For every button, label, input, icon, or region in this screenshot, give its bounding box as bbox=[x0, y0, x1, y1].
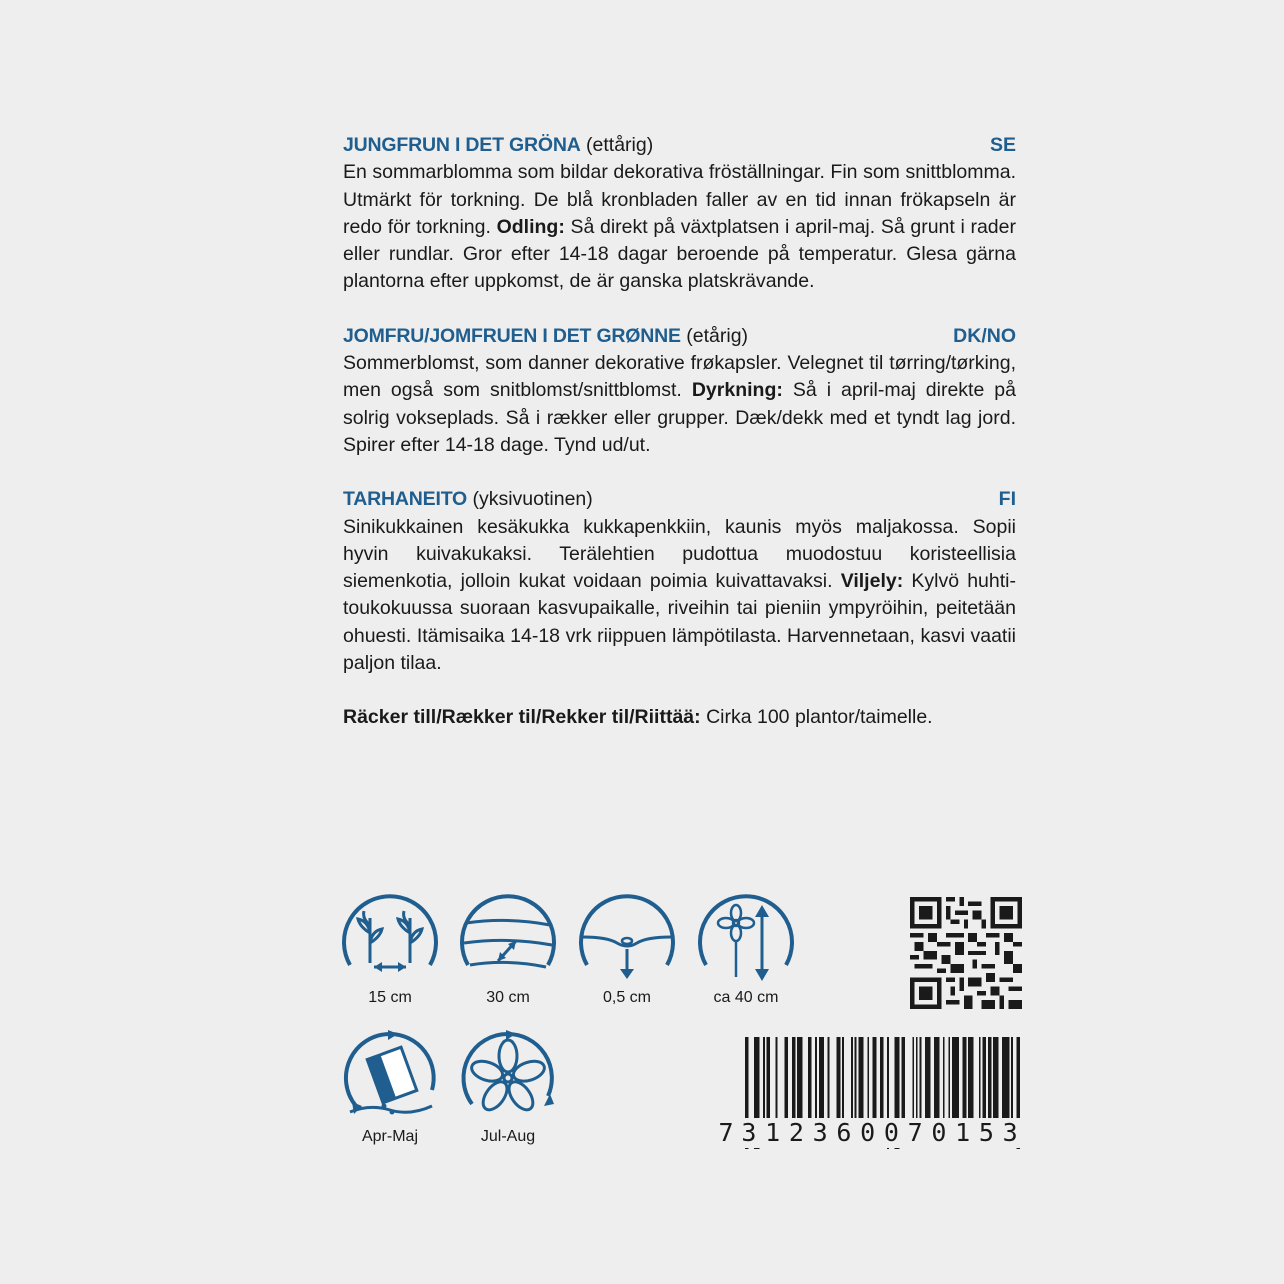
barcode-digit: 2 bbox=[785, 1118, 809, 1148]
sowing-label: Apr-Maj bbox=[361, 1128, 418, 1145]
language-code: DK/NO bbox=[953, 324, 1016, 347]
section-body: Sommerblomst, som danner dekorative frøkapsler. Velegnet til tørring/tørking, men også som snitblomst/snittblomst. Dyrkning: Så i april-maj direkte på solrig vokseplads. Så i rækker eller grupper. Dæk/dekk med et tyndt lag jord. Spirer efter 14-18 dage. Tynd ud/ut. bbox=[343, 352, 1016, 456]
barcode-digit: 3 bbox=[998, 1118, 1022, 1148]
barcode-digit: 0 bbox=[927, 1118, 951, 1148]
spacing-label: 15 cm bbox=[368, 989, 412, 1006]
barcode-digit: 5 bbox=[975, 1118, 999, 1148]
plant-height-block bbox=[696, 893, 796, 1007]
instructions-text bbox=[343, 132, 1016, 732]
barcode-digit: 1 bbox=[761, 1118, 785, 1148]
section-body: En sommarblomma som bildar dekorativa fröställningar. Fin som snittblomma. Utmärkt för torkning. De blå kronbladen faller av en tid innan frökapseln är redo för torkning. Odling: Så direkt på växtplatsen i april-maj. Så grunt i rader eller rundlar. Gror efter 14-18 dagar beroende på temperatur. Glesa gärna plantorna efter uppkomst, de är ganska platskrävande. bbox=[343, 161, 1016, 293]
sowing-depth-icon bbox=[577, 893, 677, 987]
row-distance-block bbox=[458, 893, 558, 1007]
language-code: FI bbox=[998, 488, 1016, 511]
barcode-number bbox=[715, 1118, 1022, 1148]
barcode-digit: 3 bbox=[808, 1118, 832, 1148]
depth-label: 0,5 cm bbox=[602, 989, 651, 1006]
barcode-digit: 6 bbox=[832, 1118, 856, 1148]
barcode-digit: 1 bbox=[951, 1118, 975, 1148]
flower-icon bbox=[458, 1030, 558, 1126]
row-distance-icon bbox=[458, 893, 558, 987]
section-subtitle: (yksivuotinen) bbox=[472, 488, 593, 511]
section-subtitle: (etårig) bbox=[686, 324, 749, 347]
section-fi bbox=[343, 486, 1016, 677]
flowering-time-block bbox=[458, 1030, 558, 1146]
sowing-depth-block bbox=[577, 893, 677, 1007]
barcode-digit: 0 bbox=[880, 1118, 904, 1148]
height-label: ca 40 cm bbox=[713, 989, 779, 1006]
sowing-time-block bbox=[340, 1030, 440, 1146]
section-body: Sinikukkainen kesäkukka kukkapenkkiin, kaunis myös maljakossa. Sopii hyvin kuivakukaksi. Terälehtien pudottua muodostuu koristeellisia siemenkotia, jolloin kukat voidaan poimia kuivattavaksi. Viljely: Kylvö huhti-toukokuussa suoraan kasvupaikalle, riveihin tai pieniin ympyröihin, peitetään ohuesti. Itämisaika 14-18 vrk riippuen lämpötilasta. Harvennetaan, kasvi vaatii paljon tilaa. bbox=[343, 515, 1016, 675]
section-subtitle: (ettårig) bbox=[586, 134, 654, 156]
section-dk-no bbox=[343, 323, 1016, 459]
plant-height-icon bbox=[696, 893, 796, 987]
plant-spacing-icon bbox=[340, 893, 440, 987]
yield-line: Räcker till/Rækker til/Rekker til/Riittää: Cirka 100 plantor/taimelle. bbox=[343, 706, 933, 729]
section-se bbox=[343, 132, 1016, 296]
language-code: SE bbox=[989, 134, 1016, 156]
flowering-label: Jul-Aug bbox=[480, 1128, 536, 1145]
seed-packet-icon bbox=[340, 1030, 440, 1126]
barcode-digit: 7 bbox=[715, 1118, 737, 1148]
barcode-digit: 7 bbox=[903, 1118, 927, 1148]
barcode-digit: 0 bbox=[856, 1118, 880, 1148]
barcode-digit: 3 bbox=[737, 1118, 761, 1148]
plant-spacing-block bbox=[340, 893, 440, 1007]
section-title: JOMFRU/JOMFRUEN I DET GRØNNE bbox=[343, 324, 681, 347]
section-title: TARHANEITO bbox=[343, 488, 468, 511]
row-distance-label: 30 cm bbox=[486, 989, 530, 1006]
qr-code-icon[interactable] bbox=[910, 897, 1022, 1009]
section-title: JUNGFRUN I DET GRÖNA bbox=[343, 134, 581, 156]
